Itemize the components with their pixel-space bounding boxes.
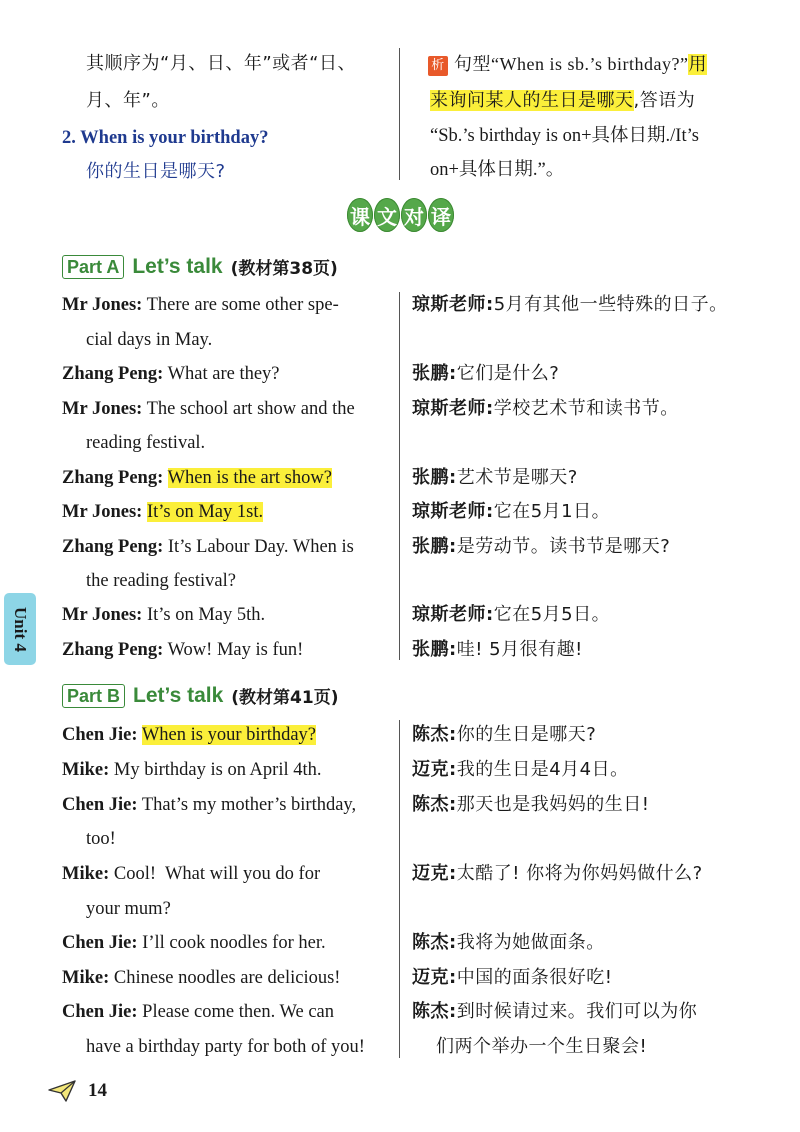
banner-char: 文 bbox=[374, 198, 400, 232]
translation-text: 它们是什么? bbox=[456, 363, 560, 384]
speaker-name: 陈杰: bbox=[412, 794, 457, 815]
translation-text: 太酷了! 你将为你妈妈做什么? bbox=[456, 863, 703, 884]
dialogue-line bbox=[62, 397, 355, 421]
dialogue-text: There are some other spe- bbox=[146, 295, 339, 315]
speaker-name: Chen Jie: bbox=[62, 1002, 138, 1022]
speaker-name: 迈克: bbox=[412, 967, 457, 988]
translation-text: 中国的面条很好吃! bbox=[456, 967, 613, 988]
note-text-line: 其顺序为“月、日、年”或者“日、 bbox=[86, 53, 356, 74]
note-text-line: 月、年”。 bbox=[86, 90, 170, 111]
page-footer bbox=[48, 1080, 107, 1102]
translation-line bbox=[412, 362, 559, 386]
dialogue-line bbox=[86, 1035, 365, 1059]
translation-line bbox=[412, 931, 605, 955]
dialogue-line bbox=[62, 1000, 334, 1024]
speaker-name: 迈克: bbox=[412, 759, 457, 780]
translation-text: 是劳动节。读书节是哪天? bbox=[456, 536, 671, 557]
translation-text: 你的生日是哪天? bbox=[456, 724, 597, 745]
column-divider bbox=[399, 292, 400, 660]
speaker-name: Chen Jie: bbox=[62, 795, 138, 815]
dialogue-text: the reading festival? bbox=[86, 571, 236, 591]
dialogue-text: Chinese noodles are delicious! bbox=[113, 968, 341, 988]
dialogue-text: too! bbox=[86, 829, 116, 849]
section-banner bbox=[347, 198, 454, 232]
dialogue-line bbox=[62, 466, 332, 490]
dialogue-text: I’ll cook noodles for her. bbox=[142, 933, 326, 953]
dialogue-text: your mum? bbox=[86, 899, 171, 919]
translation-line bbox=[412, 397, 679, 421]
translation-text: 它在5月1日。 bbox=[493, 501, 611, 522]
dialogue-line bbox=[62, 723, 316, 747]
speaker-name: 琼斯老师: bbox=[412, 294, 494, 315]
dialogue-line bbox=[86, 328, 212, 352]
analysis-text: ,答语为 bbox=[633, 90, 696, 111]
analysis-line bbox=[428, 52, 707, 77]
dialogue-text: cial days in May. bbox=[86, 330, 213, 350]
speaker-name: Mr Jones: bbox=[62, 605, 143, 625]
translation-line bbox=[412, 1000, 697, 1024]
section-item-translation: 你的生日是哪天? bbox=[86, 161, 226, 182]
speaker-name: Mr Jones: bbox=[62, 295, 143, 315]
part-a-title: Let’s talk bbox=[132, 254, 223, 278]
analysis-line: “Sb.’s birthday is on+具体日期./It’s bbox=[430, 126, 699, 146]
speaker-name: Zhang Peng: bbox=[62, 537, 164, 557]
part-b-heading bbox=[62, 683, 338, 708]
speaker-name: Zhang Peng: bbox=[62, 364, 164, 384]
dialogue-line bbox=[62, 638, 303, 662]
dialogue-text: Cool! What will you do for bbox=[113, 864, 321, 884]
part-a-page-ref: (教材第38页) bbox=[230, 259, 338, 279]
translation-text: 艺术节是哪天? bbox=[456, 467, 578, 488]
speaker-name: 张鹏: bbox=[412, 536, 457, 557]
translation-text: 们两个举办一个生日聚会! bbox=[436, 1036, 648, 1057]
speaker-name: Mike: bbox=[62, 760, 110, 780]
speaker-name: 琼斯老师: bbox=[412, 398, 494, 419]
speaker-name: 张鹏: bbox=[412, 467, 457, 488]
translation-text: 5月有其他一些特殊的日子。 bbox=[493, 294, 728, 315]
translation-line bbox=[412, 723, 596, 747]
banner-char: 译 bbox=[428, 198, 454, 232]
unit-tab[interactable] bbox=[4, 593, 36, 665]
part-b-page-ref: (教材第41页) bbox=[231, 688, 339, 708]
paper-plane-icon bbox=[48, 1080, 76, 1102]
dialogue-line bbox=[62, 603, 265, 627]
speaker-name: Mike: bbox=[62, 968, 110, 988]
speaker-name: 迈克: bbox=[412, 863, 457, 884]
part-a-heading bbox=[62, 254, 338, 279]
section-item-heading: 2. When is your birthday? bbox=[62, 128, 269, 148]
analysis-line: on+具体日期.”。 bbox=[430, 160, 565, 180]
dialogue-line bbox=[62, 500, 263, 524]
speaker-name: Zhang Peng: bbox=[62, 640, 164, 660]
dialogue-line bbox=[62, 362, 280, 386]
part-b-label: Part B bbox=[62, 684, 125, 708]
dialogue-text: It’s on May 5th. bbox=[146, 605, 266, 625]
speaker-name: 张鹏: bbox=[412, 639, 457, 660]
translation-line bbox=[412, 603, 610, 627]
translation-line bbox=[412, 466, 578, 490]
part-a-label: Part A bbox=[62, 255, 124, 279]
speaker-name: Mike: bbox=[62, 864, 110, 884]
translation-line bbox=[412, 535, 670, 559]
column-divider bbox=[399, 48, 400, 180]
dialogue-text: The school art show and the bbox=[146, 399, 355, 419]
dialogue-line bbox=[62, 535, 354, 559]
speaker-name: 琼斯老师: bbox=[412, 501, 494, 522]
dialogue-text: That’s my mother’s birthday, bbox=[141, 795, 357, 815]
translation-line bbox=[412, 500, 610, 524]
speaker-name: 张鹏: bbox=[412, 363, 457, 384]
speaker-name: Mr Jones: bbox=[62, 502, 143, 522]
dialogue-line bbox=[86, 431, 205, 455]
dialogue-line bbox=[62, 966, 340, 990]
dialogue-text: Wow! May is fun! bbox=[167, 640, 304, 660]
translation-line bbox=[412, 638, 583, 662]
translation-text: 我的生日是4月4日。 bbox=[456, 759, 629, 780]
speaker-name: Chen Jie: bbox=[62, 933, 138, 953]
dialogue-line bbox=[86, 897, 171, 921]
dialogue-text: My birthday is on April 4th. bbox=[113, 760, 322, 780]
dialogue-line bbox=[62, 758, 322, 782]
translation-text: 到时候请过来。我们可以为你 bbox=[456, 1001, 698, 1022]
speaker-name: 陈杰: bbox=[412, 932, 457, 953]
highlighted-text: 用 bbox=[688, 54, 707, 75]
translation-line bbox=[412, 966, 612, 990]
highlighted-text: 来询问某人的生日是哪天 bbox=[430, 90, 634, 111]
translation-text: 我将为她做面条。 bbox=[456, 932, 605, 953]
speaker-name: Mr Jones: bbox=[62, 399, 143, 419]
translation-text: 那天也是我妈妈的生日! bbox=[456, 794, 650, 815]
dialogue-line bbox=[62, 793, 356, 817]
translation-line bbox=[412, 758, 629, 782]
dialogue-line bbox=[86, 827, 116, 851]
dialogue-text: have a birthday party for both of you! bbox=[86, 1037, 365, 1057]
translation-text: 它在5月5日。 bbox=[493, 604, 611, 625]
page-number: 14 bbox=[88, 1080, 107, 1101]
speaker-name: Chen Jie: bbox=[62, 725, 138, 745]
translation-line bbox=[412, 793, 649, 817]
dialogue-text: It’s Labour Day. When is bbox=[167, 537, 354, 557]
highlighted-text: When is your birthday? bbox=[141, 725, 317, 745]
dialogue-line bbox=[62, 293, 339, 317]
speaker-name: 琼斯老师: bbox=[412, 604, 494, 625]
dialogue-text: What are they? bbox=[167, 364, 280, 384]
highlighted-text: It’s on May 1st. bbox=[146, 502, 264, 522]
column-divider bbox=[399, 720, 400, 1058]
dialogue-text: reading festival. bbox=[86, 433, 206, 453]
banner-char: 对 bbox=[401, 198, 427, 232]
dialogue-line bbox=[86, 569, 236, 593]
speaker-name: 陈杰: bbox=[412, 724, 457, 745]
analysis-text: 句型“When is sb.’s birthday?” bbox=[454, 54, 689, 74]
speaker-name: 陈杰: bbox=[412, 1001, 457, 1022]
analysis-marker-icon: 析 bbox=[428, 56, 448, 76]
translation-line bbox=[436, 1035, 647, 1059]
banner-char: 课 bbox=[347, 198, 373, 232]
speaker-name: Zhang Peng: bbox=[62, 468, 164, 488]
dialogue-line bbox=[62, 862, 320, 886]
unit-tab-label: Unit 4 bbox=[11, 606, 30, 652]
translation-line bbox=[412, 862, 703, 886]
translation-line bbox=[412, 293, 728, 317]
dialogue-line bbox=[62, 931, 326, 955]
analysis-line bbox=[430, 89, 695, 113]
part-b-title: Let’s talk bbox=[133, 683, 224, 707]
translation-text: 哇! 5月很有趣! bbox=[456, 639, 583, 660]
highlighted-text: When is the art show? bbox=[167, 468, 332, 488]
dialogue-text: Please come then. We can bbox=[142, 1002, 335, 1022]
translation-text: 学校艺术节和读书节。 bbox=[493, 398, 679, 419]
